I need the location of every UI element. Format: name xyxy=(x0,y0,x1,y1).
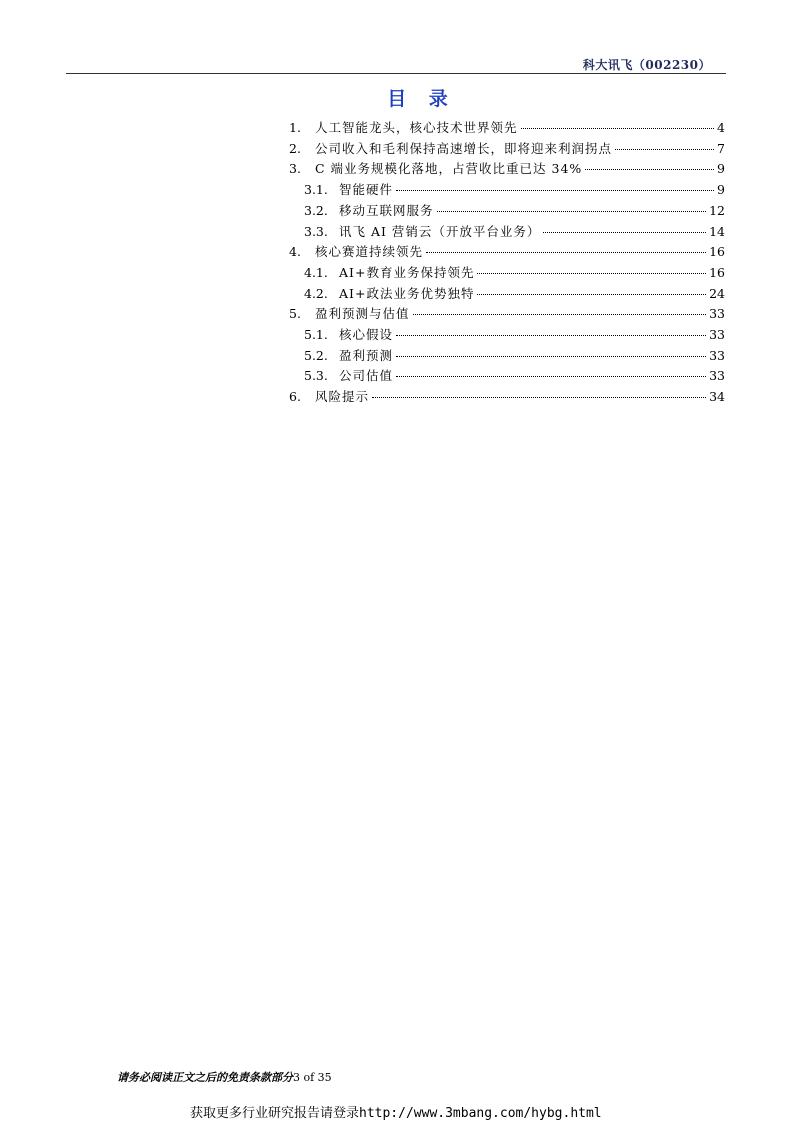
toc-entry-number: 3.3. xyxy=(304,223,328,239)
toc-entry-page: 12 xyxy=(709,202,725,218)
toc-leader-dots xyxy=(477,294,706,295)
toc-entry[interactable] xyxy=(289,159,725,180)
toc-leader-dots xyxy=(396,376,706,377)
toc-leader-dots xyxy=(585,169,714,170)
table-of-contents xyxy=(289,118,725,408)
toc-entry-label: 讯飞 AI 营销云（开放平台业务） xyxy=(339,223,541,239)
toc-entry-page: 24 xyxy=(709,285,725,301)
toc-leader-dots xyxy=(477,273,706,274)
toc-leader-dots xyxy=(413,314,707,315)
toc-entry-number: 1. xyxy=(289,120,301,135)
toc-entry-number: 2. xyxy=(289,140,301,156)
toc-entry-label: 核心赛道持续领先 xyxy=(315,244,424,260)
toc-entry-page: 9 xyxy=(717,161,725,177)
toc-entry-label: 智能硬件 xyxy=(339,182,394,198)
toc-entry-number: 5.2. xyxy=(304,347,328,363)
toc-entry-page: 16 xyxy=(709,264,725,280)
toc-entry-page: 16 xyxy=(709,244,725,260)
footer-report-link[interactable]: 获取更多行业研究报告请登录http://www.3mbang.com/hybg.html xyxy=(190,1106,602,1121)
toc-entry-page: 14 xyxy=(709,223,725,239)
toc-entry-number: 4. xyxy=(289,244,301,260)
toc-entry-label: C 端业务规模化落地，占营收比重已达 34% xyxy=(315,161,583,177)
toc-entry[interactable] xyxy=(289,242,725,263)
toc-leader-dots xyxy=(437,211,707,212)
toc-entry-number: 5.1. xyxy=(304,327,328,343)
disclaimer-text: 请务必阅读正文之后的免责条款部分 xyxy=(117,1071,293,1084)
toc-entry-number: 4.2. xyxy=(304,285,328,301)
toc-entry-number: 5.3. xyxy=(304,368,328,384)
toc-entry-page: 33 xyxy=(709,306,725,322)
toc-title: 目 录 xyxy=(387,88,456,110)
toc-entry-number: 3.2. xyxy=(304,202,328,218)
toc-entry-number: 4.1. xyxy=(304,264,328,280)
toc-leader-dots xyxy=(615,149,714,150)
page-number: 3 of 35 xyxy=(293,1071,332,1084)
toc-entry-page: 7 xyxy=(717,140,725,156)
toc-leader-dots xyxy=(372,397,706,398)
toc-subentry[interactable] xyxy=(289,201,725,222)
toc-subentry[interactable] xyxy=(289,222,725,243)
toc-entry-label: 公司估值 xyxy=(339,368,394,384)
toc-subentry[interactable] xyxy=(289,263,725,284)
toc-entry-page: 34 xyxy=(709,389,725,405)
toc-subentry[interactable] xyxy=(289,325,725,346)
toc-subentry[interactable] xyxy=(289,284,725,305)
toc-leader-dots xyxy=(396,356,706,357)
toc-entry-label: 公司收入和毛利保持高速增长，即将迎来利润拐点 xyxy=(315,140,613,156)
toc-entry-label: 核心假设 xyxy=(339,327,394,343)
toc-entry-number: 3. xyxy=(289,161,301,177)
toc-subentry[interactable] xyxy=(289,180,725,201)
toc-entry-label: 人工智能龙头，核心技术世界领先 xyxy=(315,120,518,135)
toc-leader-dots xyxy=(521,128,715,129)
toc-entry-page: 33 xyxy=(709,327,725,343)
toc-leader-dots xyxy=(426,252,706,253)
toc-entry-page: 33 xyxy=(709,368,725,384)
toc-subentry[interactable] xyxy=(289,346,725,367)
toc-entry-number: 3.1. xyxy=(304,182,328,198)
toc-leader-dots xyxy=(396,335,706,336)
toc-entry-label: 盈利预测与估值 xyxy=(315,306,410,322)
toc-entry[interactable] xyxy=(289,139,725,160)
toc-entry-number: 5. xyxy=(289,306,301,322)
toc-entry[interactable] xyxy=(289,304,725,325)
footer-disclaimer xyxy=(117,1069,332,1085)
toc-entry-label: 盈利预测 xyxy=(339,347,394,363)
toc-entry-label: AI+政法业务优势独特 xyxy=(339,285,475,301)
toc-subentry[interactable] xyxy=(289,366,725,387)
toc-entry-label: AI+教育业务保持领先 xyxy=(339,264,475,280)
toc-entry-page: 4 xyxy=(717,120,725,135)
toc-entry[interactable] xyxy=(289,387,725,408)
toc-leader-dots xyxy=(396,190,714,191)
toc-entry-label: 移动互联网服务 xyxy=(339,202,434,218)
toc-entry-number: 6. xyxy=(289,389,301,405)
toc-entry-label: 风险提示 xyxy=(315,389,370,405)
header-divider xyxy=(66,73,726,74)
toc-entry-page: 33 xyxy=(709,347,725,363)
toc-entry-page: 9 xyxy=(717,182,725,198)
header-company-name: 科大讯飞（002230） xyxy=(582,58,711,72)
toc-leader-dots xyxy=(543,232,706,233)
toc-entry[interactable] xyxy=(289,118,725,139)
